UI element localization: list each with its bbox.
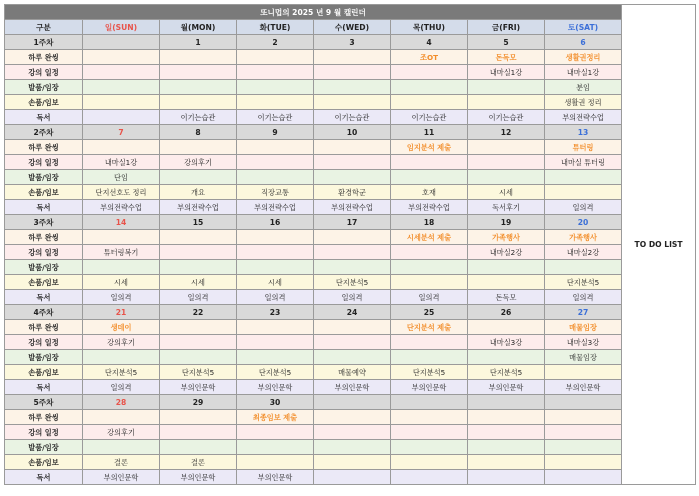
category-row [5, 275, 696, 290]
schedule-cell[interactable] [468, 440, 545, 455]
schedule-cell[interactable] [391, 470, 468, 485]
schedule-cell[interactable]: 단지분석5 [237, 365, 314, 380]
schedule-cell[interactable] [314, 245, 391, 260]
date-cell[interactable]: 27 [545, 305, 622, 320]
date-cell[interactable] [314, 395, 391, 410]
schedule-cell[interactable]: 매물임장 [545, 350, 622, 365]
schedule-cell[interactable]: 부의인문학 [237, 470, 314, 485]
category-label: 발품/임장 [5, 440, 83, 455]
date-cell[interactable]: 14 [83, 215, 160, 230]
week-label: 4주차 [5, 305, 83, 320]
category-row [5, 230, 696, 245]
schedule-cell[interactable] [391, 80, 468, 95]
schedule-cell[interactable]: 생데이 [83, 320, 160, 335]
schedule-cell[interactable]: 분임 [545, 80, 622, 95]
schedule-cell[interactable] [545, 365, 622, 380]
schedule-cell[interactable]: 단지분석5 [314, 275, 391, 290]
schedule-cell[interactable] [468, 455, 545, 470]
schedule-cell[interactable] [391, 410, 468, 425]
schedule-cell[interactable] [314, 260, 391, 275]
schedule-cell[interactable] [391, 425, 468, 440]
schedule-cell[interactable] [314, 470, 391, 485]
category-row [5, 155, 696, 170]
schedule-cell[interactable] [83, 410, 160, 425]
header-day-mon: 월(MON) [160, 20, 237, 35]
date-cell[interactable]: 29 [160, 395, 237, 410]
date-cell[interactable]: 23 [237, 305, 314, 320]
schedule-cell[interactable]: 단지분석 제출 [391, 320, 468, 335]
schedule-cell[interactable]: 단지분석5 [545, 275, 622, 290]
schedule-cell[interactable]: 조OT [391, 50, 468, 65]
category-label: 독서 [5, 290, 83, 305]
category-row [5, 470, 696, 485]
schedule-cell[interactable] [468, 140, 545, 155]
category-label: 독서 [5, 470, 83, 485]
date-cell[interactable] [83, 35, 160, 50]
schedule-cell[interactable] [468, 320, 545, 335]
schedule-cell[interactable] [160, 170, 237, 185]
category-label: 발품/임장 [5, 260, 83, 275]
schedule-cell[interactable] [391, 95, 468, 110]
schedule-cell[interactable] [391, 155, 468, 170]
category-label: 손품/임보 [5, 275, 83, 290]
header-day-wed: 수(WED) [314, 20, 391, 35]
schedule-cell[interactable] [237, 80, 314, 95]
schedule-cell[interactable]: 부의인문학 [160, 470, 237, 485]
schedule-cell[interactable] [468, 155, 545, 170]
schedule-cell[interactable] [237, 350, 314, 365]
schedule-cell[interactable] [237, 260, 314, 275]
schedule-cell[interactable] [391, 65, 468, 80]
schedule-cell[interactable] [545, 260, 622, 275]
schedule-cell[interactable] [83, 260, 160, 275]
schedule-cell[interactable]: 일의격 [83, 380, 160, 395]
category-row [5, 290, 696, 305]
schedule-cell[interactable] [314, 140, 391, 155]
calendar-table [4, 4, 696, 485]
schedule-cell[interactable] [237, 170, 314, 185]
week-label: 2주차 [5, 125, 83, 140]
schedule-cell[interactable] [468, 170, 545, 185]
category-row [5, 65, 696, 80]
category-label: 하루 완씽 [5, 50, 83, 65]
date-cell[interactable]: 9 [237, 125, 314, 140]
date-cell[interactable]: 20 [545, 215, 622, 230]
header-day-sun: 일(SUN) [83, 20, 160, 35]
schedule-cell[interactable]: 부의인문학 [314, 380, 391, 395]
schedule-cell[interactable]: 매물임장 [545, 320, 622, 335]
schedule-cell[interactable]: 독서후기 [468, 200, 545, 215]
category-row [5, 170, 696, 185]
schedule-cell[interactable]: 시세 [83, 275, 160, 290]
category-label: 손품/임보 [5, 455, 83, 470]
schedule-cell[interactable]: 튜터링복기 [83, 245, 160, 260]
schedule-cell[interactable] [83, 50, 160, 65]
week-row [5, 215, 696, 230]
schedule-cell[interactable] [391, 440, 468, 455]
schedule-cell[interactable] [314, 80, 391, 95]
category-label: 발품/임장 [5, 80, 83, 95]
schedule-cell[interactable]: 이기는습관 [237, 110, 314, 125]
category-label: 독서 [5, 200, 83, 215]
category-label: 강의 일정 [5, 245, 83, 260]
schedule-cell[interactable] [160, 50, 237, 65]
header-day-tue: 화(TUE) [237, 20, 314, 35]
schedule-cell[interactable] [160, 140, 237, 155]
schedule-cell[interactable] [468, 470, 545, 485]
category-row [5, 200, 696, 215]
date-cell[interactable] [545, 395, 622, 410]
category-label: 발품/임장 [5, 350, 83, 365]
schedule-cell[interactable]: 이기는습관 [468, 110, 545, 125]
date-cell[interactable]: 8 [160, 125, 237, 140]
schedule-cell[interactable] [160, 320, 237, 335]
schedule-cell[interactable] [83, 80, 160, 95]
schedule-cell[interactable] [160, 350, 237, 365]
schedule-cell[interactable] [545, 410, 622, 425]
category-label: 손품/임보 [5, 95, 83, 110]
schedule-cell[interactable]: 내마실3강 [545, 335, 622, 350]
week-row [5, 305, 696, 320]
schedule-cell[interactable] [468, 80, 545, 95]
category-row [5, 425, 696, 440]
schedule-cell[interactable] [160, 230, 237, 245]
schedule-cell[interactable] [160, 95, 237, 110]
category-label: 하루 완씽 [5, 410, 83, 425]
schedule-cell[interactable]: 시세 [468, 185, 545, 200]
schedule-cell[interactable]: 돈독모 [468, 50, 545, 65]
schedule-cell[interactable] [391, 245, 468, 260]
schedule-cell[interactable]: 부의전략수업 [237, 200, 314, 215]
schedule-cell[interactable]: 내마실 튜터링 [545, 155, 622, 170]
schedule-cell[interactable] [83, 95, 160, 110]
schedule-cell[interactable]: 시세 [237, 275, 314, 290]
schedule-cell[interactable] [83, 440, 160, 455]
schedule-cell[interactable] [83, 140, 160, 155]
schedule-cell[interactable] [237, 455, 314, 470]
schedule-cell[interactable]: 결론 [83, 455, 160, 470]
category-row [5, 410, 696, 425]
category-label: 독서 [5, 380, 83, 395]
schedule-cell[interactable]: 내마실1강 [545, 65, 622, 80]
schedule-cell[interactable] [314, 350, 391, 365]
header-day-thu: 목(THU) [391, 20, 468, 35]
category-label: 하루 완씽 [5, 320, 83, 335]
schedule-cell[interactable]: 단지선호도 정리 [83, 185, 160, 200]
category-row [5, 80, 696, 95]
schedule-cell[interactable] [237, 95, 314, 110]
schedule-cell[interactable] [237, 335, 314, 350]
schedule-cell[interactable] [314, 410, 391, 425]
category-row [5, 365, 696, 380]
schedule-cell[interactable]: 환경학군 [314, 185, 391, 200]
schedule-cell[interactable]: 부의인문학 [391, 380, 468, 395]
schedule-cell[interactable] [314, 335, 391, 350]
schedule-cell[interactable]: 일의격 [545, 200, 622, 215]
schedule-cell[interactable] [468, 410, 545, 425]
schedule-cell[interactable] [314, 170, 391, 185]
schedule-cell[interactable] [160, 245, 237, 260]
category-label: 강의 일정 [5, 425, 83, 440]
schedule-cell[interactable]: 매물예약 [314, 365, 391, 380]
todo-list-header: TO DO LIST [622, 5, 696, 485]
schedule-cell[interactable]: 단지분석5 [160, 365, 237, 380]
category-label: 독서 [5, 110, 83, 125]
category-row [5, 320, 696, 335]
date-cell[interactable]: 6 [545, 35, 622, 50]
category-row [5, 380, 696, 395]
schedule-cell[interactable]: 일의격 [83, 290, 160, 305]
schedule-cell[interactable]: 단지분석5 [468, 365, 545, 380]
category-label: 발품/임장 [5, 170, 83, 185]
header-day-fri: 금(FRI) [468, 20, 545, 35]
schedule-cell[interactable]: 이기는습관 [314, 110, 391, 125]
category-row [5, 350, 696, 365]
category-label: 하루 완씽 [5, 230, 83, 245]
schedule-cell[interactable]: 부의전략수업 [160, 200, 237, 215]
schedule-cell[interactable]: 일의격 [237, 290, 314, 305]
schedule-cell[interactable] [314, 425, 391, 440]
category-label: 강의 일정 [5, 155, 83, 170]
schedule-cell[interactable]: 가족행사 [545, 230, 622, 245]
date-cell[interactable]: 25 [391, 305, 468, 320]
schedule-cell[interactable] [314, 230, 391, 245]
date-cell[interactable]: 1 [160, 35, 237, 50]
schedule-cell[interactable] [391, 275, 468, 290]
date-cell[interactable]: 28 [83, 395, 160, 410]
schedule-cell[interactable] [160, 80, 237, 95]
date-cell[interactable]: 18 [391, 215, 468, 230]
week-label: 5주차 [5, 395, 83, 410]
schedule-cell[interactable]: 부의전략수업 [545, 110, 622, 125]
date-cell[interactable]: 21 [83, 305, 160, 320]
schedule-cell[interactable]: 단임 [83, 170, 160, 185]
schedule-cell[interactable]: 시세분석 제출 [391, 230, 468, 245]
schedule-cell[interactable]: 일의격 [160, 290, 237, 305]
schedule-cell[interactable] [468, 95, 545, 110]
schedule-cell[interactable] [237, 140, 314, 155]
schedule-cell[interactable] [545, 170, 622, 185]
schedule-cell[interactable] [314, 155, 391, 170]
schedule-cell[interactable]: 최종임보 제출 [237, 410, 314, 425]
schedule-cell[interactable]: 생활권정리 [545, 50, 622, 65]
date-cell[interactable]: 26 [468, 305, 545, 320]
week-row [5, 395, 696, 410]
schedule-cell[interactable]: 강의후기 [83, 425, 160, 440]
category-row [5, 440, 696, 455]
calendar-title: 또니멉의 2025 년 9 월 캘린더 [5, 5, 622, 20]
schedule-cell[interactable] [314, 455, 391, 470]
category-row [5, 95, 696, 110]
schedule-cell[interactable]: 일의격 [314, 290, 391, 305]
schedule-cell[interactable] [468, 425, 545, 440]
date-cell[interactable]: 2 [237, 35, 314, 50]
week-row [5, 125, 696, 140]
schedule-cell[interactable] [468, 275, 545, 290]
schedule-cell[interactable]: 가족행사 [468, 230, 545, 245]
schedule-cell[interactable]: 생활권 정리 [545, 95, 622, 110]
schedule-cell[interactable] [545, 470, 622, 485]
schedule-cell[interactable]: 부의전략수업 [314, 200, 391, 215]
date-cell[interactable]: 22 [160, 305, 237, 320]
schedule-cell[interactable] [314, 50, 391, 65]
schedule-cell[interactable] [237, 155, 314, 170]
date-cell[interactable]: 16 [237, 215, 314, 230]
schedule-cell[interactable]: 부의인문학 [160, 380, 237, 395]
schedule-cell[interactable]: 개요 [160, 185, 237, 200]
schedule-cell[interactable] [237, 245, 314, 260]
schedule-cell[interactable]: 내마실3강 [468, 335, 545, 350]
schedule-cell[interactable] [160, 425, 237, 440]
schedule-cell[interactable]: 부의인문학 [468, 380, 545, 395]
date-cell[interactable]: 7 [83, 125, 160, 140]
category-row [5, 140, 696, 155]
schedule-cell[interactable] [83, 65, 160, 80]
schedule-cell[interactable] [468, 260, 545, 275]
date-cell[interactable]: 15 [160, 215, 237, 230]
date-cell[interactable]: 24 [314, 305, 391, 320]
schedule-cell[interactable]: 일의격 [545, 290, 622, 305]
schedule-cell[interactable] [160, 65, 237, 80]
schedule-cell[interactable] [160, 410, 237, 425]
schedule-cell[interactable] [160, 260, 237, 275]
schedule-cell[interactable]: 돈독모 [468, 290, 545, 305]
date-cell[interactable]: 5 [468, 35, 545, 50]
schedule-cell[interactable] [237, 440, 314, 455]
schedule-cell[interactable]: 부의인문학 [545, 380, 622, 395]
schedule-cell[interactable] [391, 350, 468, 365]
date-cell[interactable]: 10 [314, 125, 391, 140]
schedule-cell[interactable]: 강의후기 [83, 335, 160, 350]
category-label: 손품/임보 [5, 185, 83, 200]
date-cell[interactable] [391, 395, 468, 410]
date-cell[interactable]: 19 [468, 215, 545, 230]
schedule-cell[interactable]: 단지분석5 [391, 365, 468, 380]
category-row [5, 50, 696, 65]
schedule-cell[interactable] [545, 185, 622, 200]
category-label: 강의 일정 [5, 65, 83, 80]
schedule-cell[interactable]: 튜터링 [545, 140, 622, 155]
category-row [5, 455, 696, 470]
schedule-cell[interactable] [545, 455, 622, 470]
category-row [5, 245, 696, 260]
schedule-cell[interactable] [237, 230, 314, 245]
category-label: 하루 완씽 [5, 140, 83, 155]
schedule-cell[interactable] [391, 335, 468, 350]
schedule-cell[interactable] [83, 110, 160, 125]
header-label-col: 구분 [5, 20, 83, 35]
date-cell[interactable]: 12 [468, 125, 545, 140]
schedule-cell[interactable]: 호재 [391, 185, 468, 200]
schedule-cell[interactable] [314, 320, 391, 335]
header-day-sat: 토(SAT) [545, 20, 622, 35]
schedule-cell[interactable]: 직장교통 [237, 185, 314, 200]
week-label: 3주차 [5, 215, 83, 230]
schedule-cell[interactable]: 내마실1강 [83, 155, 160, 170]
date-cell[interactable]: 4 [391, 35, 468, 50]
schedule-cell[interactable]: 단지분석5 [83, 365, 160, 380]
schedule-cell[interactable] [391, 260, 468, 275]
schedule-cell[interactable]: 부의인문학 [237, 380, 314, 395]
schedule-cell[interactable] [314, 65, 391, 80]
schedule-cell[interactable] [391, 170, 468, 185]
schedule-cell[interactable]: 부의전략수업 [83, 200, 160, 215]
schedule-cell[interactable]: 부의인문학 [83, 470, 160, 485]
schedule-cell[interactable] [314, 95, 391, 110]
category-row [5, 185, 696, 200]
date-cell[interactable]: 11 [391, 125, 468, 140]
schedule-cell[interactable]: 결론 [160, 455, 237, 470]
schedule-cell[interactable]: 시세 [160, 275, 237, 290]
schedule-cell[interactable]: 강의후기 [160, 155, 237, 170]
schedule-cell[interactable] [314, 440, 391, 455]
schedule-cell[interactable]: 내마실2강 [468, 245, 545, 260]
week-label: 1주차 [5, 35, 83, 50]
date-cell[interactable] [468, 395, 545, 410]
category-row [5, 260, 696, 275]
category-row [5, 110, 696, 125]
schedule-cell[interactable]: 일의격 [391, 290, 468, 305]
schedule-cell[interactable] [237, 50, 314, 65]
schedule-cell[interactable]: 임지분석 제출 [391, 140, 468, 155]
date-cell[interactable]: 13 [545, 125, 622, 140]
week-row [5, 35, 696, 50]
schedule-cell[interactable] [468, 350, 545, 365]
category-row [5, 335, 696, 350]
schedule-cell[interactable] [545, 425, 622, 440]
schedule-cell[interactable] [160, 335, 237, 350]
schedule-cell[interactable] [391, 455, 468, 470]
schedule-cell[interactable] [83, 230, 160, 245]
schedule-cell[interactable] [237, 320, 314, 335]
date-cell[interactable]: 30 [237, 395, 314, 410]
category-label: 손품/임보 [5, 365, 83, 380]
date-cell[interactable]: 17 [314, 215, 391, 230]
category-label: 강의 일정 [5, 335, 83, 350]
schedule-cell[interactable] [160, 440, 237, 455]
schedule-cell[interactable]: 이기는습관 [391, 110, 468, 125]
schedule-cell[interactable] [83, 350, 160, 365]
date-cell[interactable]: 3 [314, 35, 391, 50]
schedule-cell[interactable] [237, 425, 314, 440]
schedule-cell[interactable] [545, 440, 622, 455]
schedule-cell[interactable] [237, 65, 314, 80]
schedule-cell[interactable]: 내마실2강 [545, 245, 622, 260]
schedule-cell[interactable]: 이기는습관 [160, 110, 237, 125]
schedule-cell[interactable]: 내마실1강 [468, 65, 545, 80]
schedule-cell[interactable]: 부의전략수업 [391, 200, 468, 215]
